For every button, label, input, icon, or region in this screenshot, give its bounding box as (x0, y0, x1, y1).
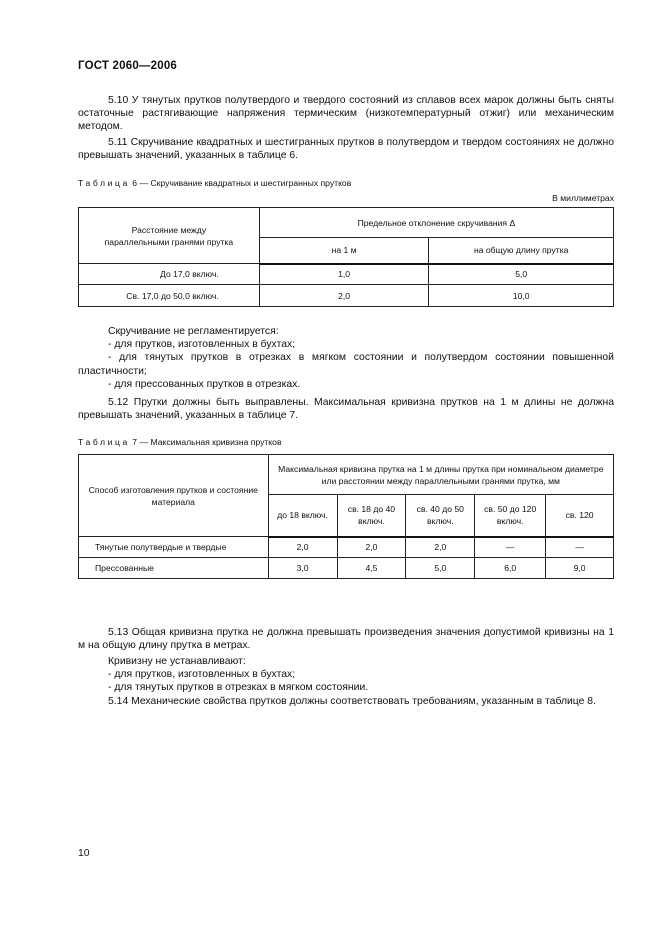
table-6-caption (78, 178, 351, 188)
paragraph-5-12 (78, 396, 614, 422)
table-7-cell: 4,5 (337, 558, 406, 579)
table-7-cell: 2,0 (337, 537, 406, 558)
table-7-cell: — (546, 537, 614, 558)
curvature-intro-text: Кривизну не устанавливают: (108, 656, 246, 667)
document-header: ГОСТ 2060—2006 (78, 60, 178, 72)
table-7-cell: 3,0 (268, 558, 337, 579)
table-7-cell: 2,0 (268, 537, 337, 558)
table-7-subheader: св. 50 до 120 включ. (475, 495, 546, 537)
curvature-item (78, 668, 614, 681)
curvature-exceptions (78, 655, 614, 695)
table-row (79, 285, 614, 307)
twist-item-text: - для прутков, изготовленных в бухтах; (108, 339, 296, 351)
twist-item (78, 378, 614, 391)
table-6-subheader-per-meter: на 1 м (259, 238, 429, 264)
table-7-cell: 6,0 (475, 558, 546, 579)
paragraph-5-10-text: 5.10 У тянутых прутков полутвердого и твердого состояний из сплавов всех марок должны быть сняты остаточные растягивающие напряжения термическим (низкотемпературный отжиг) или механическим методом. (78, 95, 614, 133)
paragraph-5-13 (78, 626, 614, 652)
paragraph-5-11-text: 5.11 Скручивание квадратных и шестигранных прутков в полутвердом и твердом состояниях не должно превышать значений, указанных в таблице 6. (78, 137, 614, 162)
table-7-subheader: св. 18 до 40 включ. (337, 495, 406, 537)
paragraph-5-11 (78, 136, 614, 162)
table-7-row-label: Тянутые полутвердые и твердые (79, 537, 269, 558)
curvature-item-text: - для прутков, изготовленных в бухтах; (108, 669, 296, 681)
table-row (79, 537, 614, 558)
twist-exceptions (78, 325, 614, 391)
table-6-subheader-total: на общую длину прутка (429, 238, 614, 264)
paragraph-5-13-text: 5.13 Общая кривизна прутка не должна превышать произведения значения допустимой кривизны на 1 м на общую длину прутка в метрах. (78, 627, 614, 652)
table-7-caption-text: 7 — Максимальная кривизна прутков (132, 437, 282, 447)
curvature-item-text: - для тянутых прутков в отрезках в мягком состоянии. (108, 682, 369, 694)
paragraph-5-10 (78, 94, 614, 134)
table-6-caption-word: Таблица (78, 178, 130, 188)
page-number: 10 (78, 848, 90, 859)
table-7-subheader: до 18 включ. (268, 495, 337, 537)
curvature-item (78, 681, 614, 694)
twist-item (78, 351, 614, 377)
twist-intro-text: Скручивание не регламентируется: (108, 326, 279, 337)
table-7-caption (78, 437, 282, 447)
table-6-col1-header: Расстояние между параллельными гранями прутка (79, 208, 260, 264)
table-7-cell: 2,0 (406, 537, 475, 558)
table-7-subheader: св. 120 (546, 495, 614, 537)
table-7-row-label: Прессованные (79, 558, 269, 579)
table-7 (78, 454, 614, 579)
table-6-units: В миллиметрах (552, 193, 614, 203)
table-6-cell: 5,0 (429, 264, 614, 285)
table-7-col1-header: Способ изготовления прутков и состояние материала (79, 455, 269, 537)
table-row (79, 558, 614, 579)
table-7-cell: 9,0 (546, 558, 614, 579)
curvature-intro (78, 655, 614, 668)
table-6-cell: 10,0 (429, 285, 614, 307)
table-7-subheader: св. 40 до 50 включ. (406, 495, 475, 537)
table-6-row-label: Св. 17,0 до 50,0 включ. (79, 285, 260, 307)
table-7-caption-word: Таблица (78, 437, 130, 447)
table-row (79, 264, 614, 285)
table-7-cell: — (475, 537, 546, 558)
table-7-group-header: Максимальная кривизна прутка на 1 м длины прутка при номинальном диаметре или расстоянии между параллельными гранями прутка, мм (268, 455, 613, 495)
table-6-group-header: Предельное отклонение скручивания Δ (259, 208, 613, 238)
twist-item (78, 338, 614, 351)
table-6 (78, 207, 614, 307)
table-6-row-label: До 17,0 включ. (79, 264, 260, 285)
table-6-caption-text: 6 — Скручивание квадратных и шестигранных прутков (132, 178, 352, 188)
table-6-cell: 1,0 (259, 264, 429, 285)
paragraph-5-14-text: 5.14 Механические свойства прутков должны соответствовать требованиям, указанным в таблице 8. (108, 696, 596, 707)
paragraph-5-12-text: 5.12 Прутки должны быть выправлены. Максимальная кривизна прутков на 1 м длины не должна превышать значений, указанных в таблице 7. (78, 397, 614, 422)
twist-item-text: - для тянутых прутков в отрезках в мягком состоянии и полутвердом состоянии повышенной пластичности; (78, 352, 614, 377)
twist-item-text: - для прессованных прутков в отрезках. (108, 378, 301, 390)
twist-intro (78, 325, 614, 338)
paragraph-5-14 (78, 695, 614, 708)
table-6-cell: 2,0 (259, 285, 429, 307)
table-7-cell: 5,0 (406, 558, 475, 579)
